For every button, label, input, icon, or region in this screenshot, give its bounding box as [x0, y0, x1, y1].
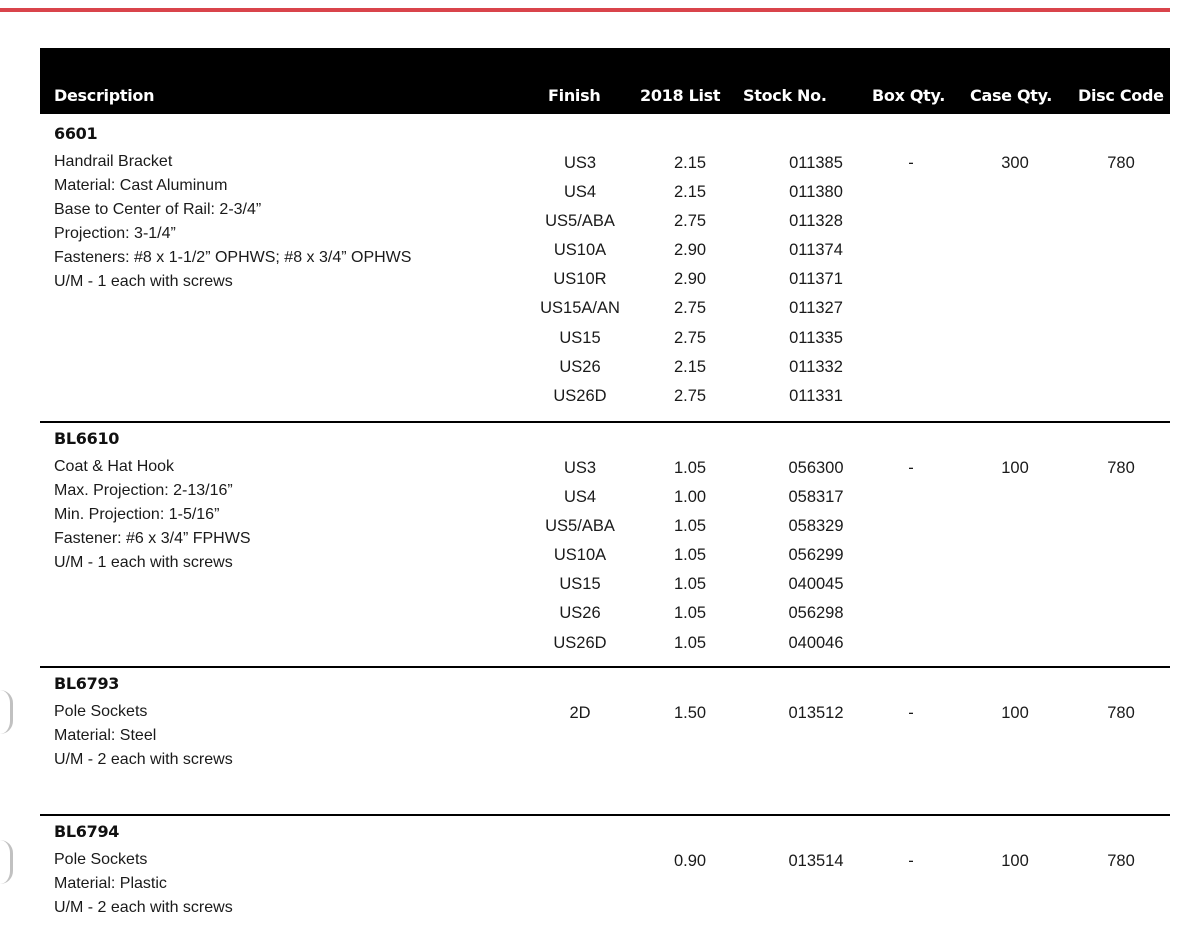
group-divider	[40, 666, 1170, 668]
description-line: Base to Center of Rail: 2-3/4”	[54, 201, 262, 218]
header-stock-no: Stock No.	[743, 86, 827, 105]
group-divider	[40, 421, 1170, 423]
finish-rows	[40, 455, 1170, 659]
table-row	[40, 513, 1170, 542]
description-line: Pole Sockets	[54, 851, 148, 868]
finish-cell: US10R	[553, 270, 607, 289]
table-row	[40, 600, 1170, 629]
finish-cell: US15	[559, 575, 601, 594]
list-price-cell: 1.50	[673, 704, 707, 722]
stock-no-cell: 013514	[788, 852, 844, 870]
list-price-cell: 2.15	[673, 357, 707, 376]
finish-cell: US3	[563, 459, 597, 477]
finish-cell: US26	[559, 604, 601, 623]
stock-no-cell: 011331	[789, 386, 843, 405]
header-case-qty: Case Qty.	[970, 86, 1053, 105]
description-line: Fasteners: #8 x 1-1/2” OPHWS; #8 x 3/4” OPHWS	[54, 249, 412, 266]
stock-no-cell: 011374	[789, 241, 843, 260]
product-code: BL6794	[54, 822, 120, 841]
list-price-cell: 2.15	[673, 154, 707, 172]
list-price-cell: 2.75	[673, 386, 707, 405]
stock-no-cell: 011335	[789, 328, 843, 347]
table-row	[40, 848, 1170, 877]
description-line: U/M - 1 each with screws	[54, 554, 233, 571]
table-row	[40, 354, 1170, 383]
table-row	[40, 383, 1170, 412]
description-line: U/M - 1 each with screws	[54, 273, 233, 290]
finish-cell: US26D	[553, 386, 607, 405]
finish-rows	[40, 700, 1170, 729]
description-line: Material: Steel	[54, 727, 157, 744]
case-qty-cell: 300	[1001, 154, 1029, 172]
stock-no-cell: 011332	[789, 357, 843, 376]
header-box-qty: Box Qty.	[872, 86, 945, 105]
header-description: Description	[54, 86, 155, 105]
finish-cell: US10A	[553, 546, 607, 565]
disc-code-cell: 780	[1107, 459, 1135, 477]
finish-cell: US15A/AN	[540, 299, 620, 318]
table-row	[40, 208, 1170, 237]
group-divider	[40, 814, 1170, 816]
case-qty-cell: 100	[1001, 459, 1029, 477]
table-row	[40, 325, 1170, 354]
disc-code-cell: 780	[1107, 852, 1135, 870]
product-code: 6601	[54, 124, 98, 143]
list-price-cell: 1.05	[673, 575, 707, 594]
description-line: U/M - 2 each with screws	[54, 899, 233, 916]
table-row	[40, 266, 1170, 295]
table-row	[40, 571, 1170, 600]
stock-no-cell: 058317	[788, 488, 844, 507]
description-line: Max. Projection: 2-13/16”	[54, 482, 233, 499]
table-row	[40, 630, 1170, 659]
finish-cell: US10A	[553, 241, 607, 260]
stock-no-cell: 058329	[788, 517, 844, 536]
table-row	[40, 700, 1170, 729]
list-price-cell: 2.90	[673, 270, 707, 289]
finish-cell: 2D	[569, 704, 591, 722]
finish-cell: US5/ABA	[545, 517, 615, 536]
description-line: Pole Sockets	[54, 703, 148, 720]
description-line: Fastener: #6 x 3/4” FPHWS	[54, 530, 251, 547]
stock-no-cell: 011385	[789, 154, 843, 172]
stock-no-cell: 056300	[788, 459, 844, 477]
table-row	[40, 150, 1170, 179]
box-qty-cell: -	[908, 154, 914, 172]
description-line: Projection: 3-1/4”	[54, 225, 176, 242]
header-disc-code: Disc Code	[1078, 86, 1164, 105]
product-image-edge	[0, 840, 13, 884]
finish-cell: US15	[559, 328, 601, 347]
product-code: BL6793	[54, 674, 120, 693]
finish-cell: US26	[559, 357, 601, 376]
table-header	[40, 48, 1170, 114]
list-price-cell: 0.90	[673, 852, 707, 870]
header-list-price: 2018 List	[640, 86, 721, 105]
stock-no-cell: 011371	[789, 270, 843, 289]
table-row	[40, 455, 1170, 484]
box-qty-cell: -	[908, 852, 914, 870]
list-price-cell: 1.05	[673, 459, 707, 477]
table-row	[40, 484, 1170, 513]
stock-no-cell: 011327	[789, 299, 843, 318]
finish-rows	[40, 848, 1170, 877]
finish-cell: US4	[563, 488, 597, 507]
stock-no-cell: 056298	[788, 604, 844, 623]
table-row	[40, 542, 1170, 571]
description-line: Handrail Bracket	[54, 153, 173, 170]
list-price-cell: 2.15	[673, 183, 707, 202]
product-code: BL6610	[54, 429, 120, 448]
disc-code-cell: 780	[1107, 704, 1135, 722]
stock-no-cell: 056299	[788, 546, 844, 565]
list-price-cell: 2.75	[673, 212, 707, 231]
header-finish: Finish	[548, 86, 601, 105]
table-row	[40, 295, 1170, 324]
case-qty-cell: 100	[1001, 852, 1029, 870]
stock-no-cell: 040045	[788, 575, 844, 594]
table-row	[40, 179, 1170, 208]
box-qty-cell: -	[908, 704, 914, 722]
list-price-cell: 1.05	[673, 546, 707, 565]
top-accent-rule	[0, 8, 1170, 12]
description-line: Material: Cast Aluminum	[54, 177, 228, 194]
list-price-cell: 2.75	[673, 299, 707, 318]
list-price-cell: 1.05	[673, 604, 707, 623]
description-line: Coat & Hat Hook	[54, 458, 175, 475]
description-line: Min. Projection: 1-5/16”	[54, 506, 220, 523]
stock-no-cell: 011380	[789, 183, 843, 202]
finish-cell: US5/ABA	[545, 212, 615, 231]
finish-rows	[40, 150, 1170, 412]
table-row	[40, 237, 1170, 266]
finish-cell: US3	[563, 154, 597, 172]
list-price-cell: 2.75	[673, 328, 707, 347]
description-line: Material: Plastic	[54, 875, 167, 892]
disc-code-cell: 780	[1107, 154, 1135, 172]
description-line: U/M - 2 each with screws	[54, 751, 233, 768]
stock-no-cell: 013512	[788, 704, 844, 722]
finish-cell: US26D	[553, 633, 607, 652]
case-qty-cell: 100	[1001, 704, 1029, 722]
box-qty-cell: -	[908, 459, 914, 477]
finish-cell: US4	[563, 183, 597, 202]
list-price-cell: 1.05	[673, 517, 707, 536]
stock-no-cell: 011328	[789, 212, 843, 231]
list-price-cell: 1.00	[673, 488, 707, 507]
product-image-edge	[0, 690, 13, 734]
stock-no-cell: 040046	[788, 633, 844, 652]
list-price-cell: 2.90	[673, 241, 707, 260]
list-price-cell: 1.05	[673, 633, 707, 652]
